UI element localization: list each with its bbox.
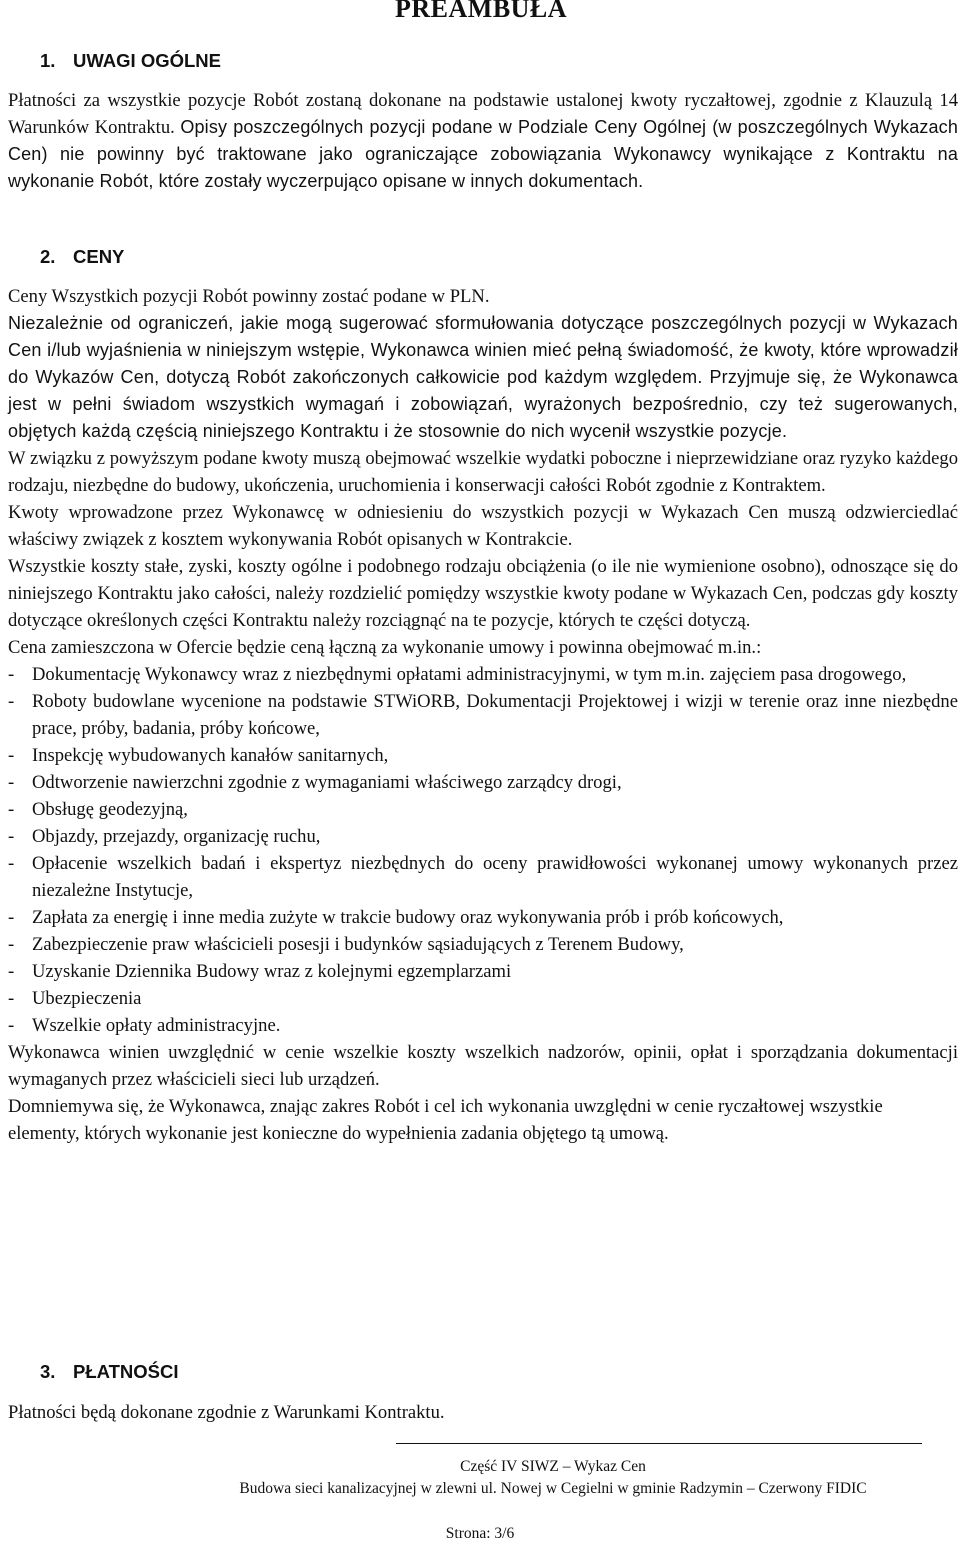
list-dash: - [8,853,15,874]
section-1-number: 1. [40,50,56,71]
section-3-heading [40,1361,179,1383]
section-1-title: UWAGI OGÓLNE [73,50,221,71]
price-component-text: Zabezpieczenie praw właścicieli posesji i budynków sąsiadujących z Terenem Budowy, [32,934,684,955]
price-component-item [8,688,958,742]
footer-project-name: Budowa sieci kanalizacyjnej w zlewni ul. Nowej w Cegielni w gminie Radzymin – Czerwony FIDIC [239,1480,867,1497]
price-component-item [8,1012,958,1039]
document-title: PREAMBUŁA [395,0,568,23]
section-3-body [8,1399,958,1426]
price-component-item [8,904,958,931]
list-dash: - [8,961,15,982]
footer-page-number: Strona: 3/6 [445,1525,515,1542]
section-2-number: 2. [40,246,56,267]
list-dash: - [8,1015,15,1036]
price-component-item [8,823,958,850]
section-2-title: CENY [73,246,125,267]
price-component-text: Wszelkie opłaty administracyjne. [32,1015,281,1036]
price-component-text: Dokumentację Wykonawcy wraz z niezbędnymi opłatami administracyjnymi, w tym m.in. zajęciem pasa drogowego, [32,664,907,685]
price-components-list [8,661,958,1039]
footer-divider [396,1443,922,1444]
section-2-paragraph: W związku z powyższym podane kwoty muszą obejmować wszelkie wydatki poboczne i nieprzewidziane oraz ryzyko każdego rodzaju, niezbędne do budowy, ukończenia, uruchomienia i konserwacji całości Robót zgodnie z Kontraktem. [8,448,958,496]
section-2-paragraph-2: Niezależnie od ograniczeń, jakie mogą sugerować sformułowania dotyczące poszczególnych pozycji w Wykazach Cen i/lub wyjaśnienia w niniejszym wstępie, Wykonawca winien mieć pełną świadomość, że kwoty, które wprowadził do Wykazów Cen, dotyczą Robót zakończonych całkowicie pod każdym względem. Przyjmuje się, że Wykonawca jest w pełni świadom wszystkich wymagań i zobowiązań, wyrażonych bezpośrednio, czy też sugerowanych, objętych każdą częścią niniejszego Kontraktu i że stosownie do nich wycenił wszystkie pozycje. [8,313,958,441]
section-2-paragraph: Ceny Wszystkich pozycji Robót powinny zostać podane w PLN. [8,286,490,307]
list-dash: - [8,799,15,820]
price-component-text: Zapłata za energię i inne media zużyte w trakcie budowy oraz wykonywania prób i prób końcowych, [32,907,784,928]
price-component-item [8,742,958,769]
section-2-paragraph: Wykonawca winien uwzględnić w cenie wszelkie koszty wszelkich nadzorów, opinii, opłat i sporządzania dokumentacji wymaganych przez właścicieli sieci lub urządzeń. [8,1042,958,1090]
price-component-item [8,850,958,904]
list-dash: - [8,772,15,793]
section-1-body [8,87,958,195]
list-dash: - [8,826,15,847]
price-component-item [8,985,958,1012]
price-component-text: Odtworzenie nawierzchni zgodnie z wymaganiami właściwego zarządcy drogi, [32,772,622,793]
section-2-paragraph: Kwoty wprowadzone przez Wykonawcę w odniesieniu do wszystkich pozycji w Wykazach Cen muszą odzwierciedlać właściwy związek z kosztem wykonywania Robót opisanych w Kontrakcie. [8,502,958,550]
price-component-item [8,769,958,796]
section-1-paragraph-2: Opisy poszczególnych pozycji podane w Podziale Ceny Ogólnej (w poszczególnych Wykazach Cen) nie powinny być traktowane jako ograniczające zobowiązania Wykonawcy wynikające z Kontraktu na wykonanie Robót, które zostały wyczerpująco opisane w innych dokumentach. [8,117,958,191]
list-dash: - [8,988,15,1009]
price-component-text: Objazdy, przejazdy, organizację ruchu, [32,826,321,847]
price-component-text: Inspekcję wybudowanych kanałów sanitarnych, [32,745,389,766]
section-3-paragraph: Płatności będą dokonane zgodnie z Warunkami Kontraktu. [8,1402,445,1423]
section-2-body [8,283,958,1147]
section-2-paragraph [8,310,958,445]
price-component-text: Obsługę geodezyjną, [32,799,188,820]
section-2-heading [40,246,124,268]
section-3-title: PŁATNOŚCI [73,1361,179,1382]
price-component-item [8,958,958,985]
price-component-item [8,661,958,688]
price-component-text: Roboty budowlane wycenione na podstawie STWiORB, Dokumentacji Projektowej i wizji w terenie oraz inne niezbędne prace, próby, badania, próby końcowe, [32,691,958,739]
price-component-item [8,931,958,958]
list-dash: - [8,664,15,685]
section-1-paragraph [8,87,958,195]
price-component-text: Ubezpieczenia [32,988,142,1009]
list-dash: - [8,691,15,712]
list-dash: - [8,934,15,955]
section-2-paragraph: Domniemywa się, że Wykonawca, znając zakres Robót i cel ich wykonania uwzględni w cenie ryczałtowej wszystkie elementy, których wykonanie jest konieczne do wypełnienia zadania objętego tą umową. [8,1096,883,1144]
list-dash: - [8,907,15,928]
price-component-item [8,796,958,823]
price-component-text: Opłacenie wszelkich badań i ekspertyz niezbędnych do oceny prawidłowości wykonanej umowy wykonanych przez niezależne Instytucje, [32,853,958,901]
price-component-text: Uzyskanie Dziennika Budowy wraz z kolejnymi egzemplarzami [32,961,512,982]
section-1-heading [40,50,221,72]
section-2-paragraph: Wszystkie koszty stałe, zyski, koszty ogólne i podobnego rodzaju obciążenia (o ile nie wymienione osobno), odnoszące się do niniejszego Kontraktu jako całości, należy rozdzielić pomiędzy wszystkie kwoty podane w Wykazach Cen, podczas gdy koszty dotyczące określonych części Kontraktu należy rozciągnąć na te pozycje, których te części dotyczą. [8,556,958,631]
list-dash: - [8,745,15,766]
section-2-paragraph: Cena zamieszczona w Ofercie będzie ceną łączną za wykonanie umowy i powinna obejmować m.in.: [8,637,762,658]
section-3-number: 3. [40,1361,56,1382]
section-1-paragraph-1: Płatności za wszystkie pozycje Robót zostaną dokonane na podstawie ustalonej kwoty ryczałtowej, zgodnie z Klauzulą 14 Warunków Kontraktu. [8,90,958,138]
footer-document-part: Część IV SIWZ – Wykaz Cen [460,1458,646,1475]
